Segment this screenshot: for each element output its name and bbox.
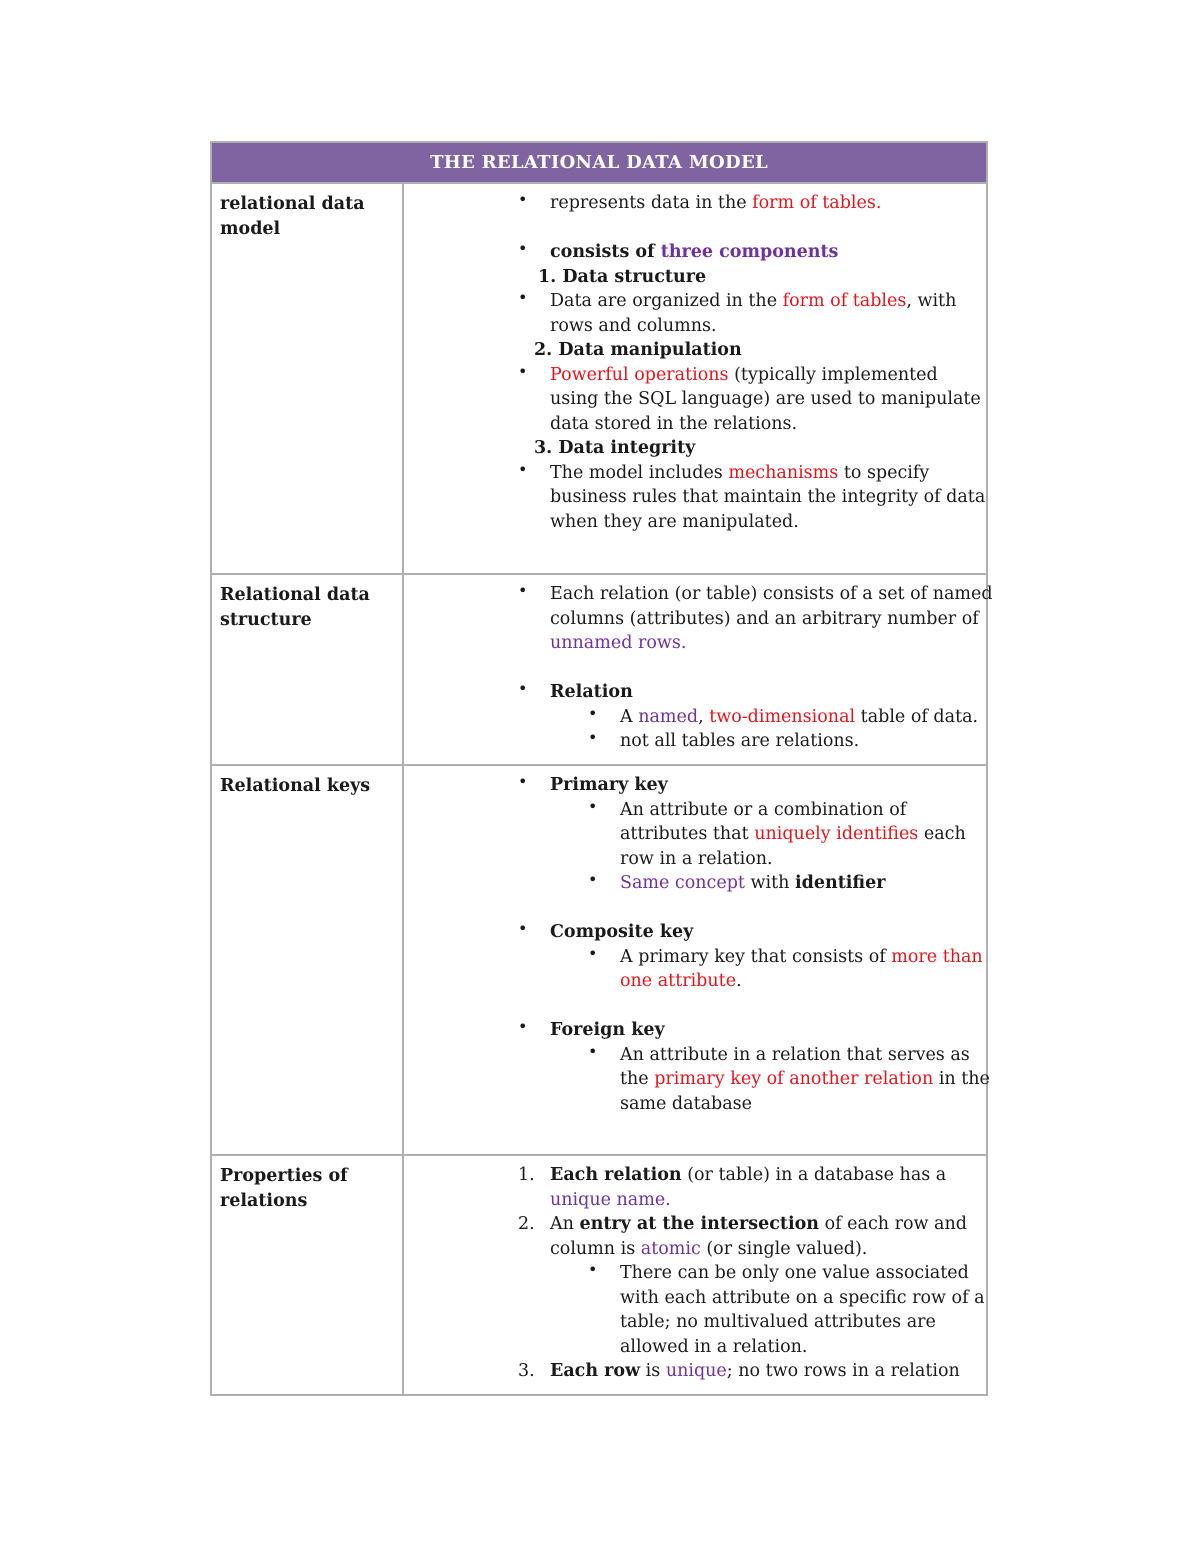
item-number: 1. <box>518 1165 535 1185</box>
bullet-item <box>404 680 980 705</box>
text: in the <box>933 1069 990 1089</box>
row-label <box>212 184 404 573</box>
text: Composite key <box>550 922 694 942</box>
text-line: columns (attributes) and an arbitrary number of <box>550 608 979 629</box>
text-line: unique name. <box>550 1189 671 1210</box>
bullet-icon: • <box>588 728 598 747</box>
highlight-red: primary key of another relation <box>654 1069 934 1089</box>
highlight-red: Powerful operations <box>550 364 729 385</box>
text-line <box>404 822 980 847</box>
text: (or table) in a database has a <box>681 1165 947 1185</box>
bullet-icon: • <box>518 239 528 258</box>
text-line <box>404 1237 980 1262</box>
text-line: table; no multivalued attributes are <box>620 1312 936 1332</box>
bullet-item <box>404 871 980 896</box>
numbered-item <box>404 1359 980 1384</box>
highlight-red: mechanisms <box>728 462 839 483</box>
row-relational-data-structure <box>210 573 993 764</box>
bullet-icon: • <box>588 943 598 963</box>
bullet-item <box>404 1043 980 1068</box>
bullet-item <box>404 1261 980 1286</box>
text: ; no two rows in a relation <box>726 1361 960 1381</box>
highlight-red: form of tables. <box>752 193 882 213</box>
text: Each relation (or table) consists of a set of named <box>550 584 993 604</box>
text-line: business rules that maintain the integrity of data <box>550 487 986 507</box>
bullet-item <box>404 920 980 945</box>
bullet-item <box>404 705 980 730</box>
text-line: data stored in the relations. <box>550 413 798 434</box>
text: There can be only one value associated <box>620 1263 969 1283</box>
text: table of data. <box>855 706 979 727</box>
row-content <box>404 1156 986 1394</box>
bullet-icon: • <box>588 1041 598 1061</box>
bullet-item <box>404 1018 980 1043</box>
bullet-icon: • <box>518 288 528 307</box>
text: , with <box>906 291 957 311</box>
bullet-item <box>404 289 980 314</box>
highlight-purple: three components <box>660 242 839 262</box>
highlight-red: one attribute <box>620 971 737 991</box>
text: with <box>744 873 795 893</box>
bullet-icon: • <box>518 361 528 381</box>
text-line <box>404 1067 990 1092</box>
bullet-icon: • <box>518 190 528 209</box>
text: Each relation <box>550 1165 682 1185</box>
item-number: 3. <box>518 1361 535 1381</box>
row-relational-data-model <box>210 182 988 573</box>
bullet-icon: • <box>588 870 598 889</box>
text: represents data in the <box>550 193 753 213</box>
text: is <box>640 1361 666 1381</box>
bullet-icon: • <box>518 919 528 938</box>
text: attributes that <box>620 824 755 844</box>
bullet-item <box>404 943 983 970</box>
text: consists of <box>550 242 661 262</box>
highlight-purple: named <box>638 706 699 727</box>
text: of each row and <box>819 1214 967 1234</box>
text: The model includes <box>550 462 729 483</box>
subheading: 1. Data structure <box>538 266 707 287</box>
row-label <box>212 766 404 1154</box>
row-label-text: relational data model <box>220 194 365 239</box>
text: (typically implemented <box>728 364 938 385</box>
text: An attribute in a relation that serves as <box>620 1044 970 1065</box>
row-properties-of-relations <box>210 1154 988 1396</box>
text: An <box>550 1214 580 1234</box>
numbered-item <box>404 1212 980 1237</box>
bullet-item <box>404 240 980 265</box>
bullet-icon: • <box>518 1017 528 1036</box>
bullet-item <box>404 191 980 216</box>
subheading: 2. Data manipulation <box>534 340 742 360</box>
row-label-text: Relational data structure <box>220 585 370 630</box>
highlight-purple: unique <box>665 1361 727 1381</box>
text-line: row in a relation. <box>620 848 773 869</box>
text-line: with each attribute on a specific row of a <box>620 1287 985 1308</box>
text: An attribute or a combination of <box>620 799 907 820</box>
row-relational-keys <box>210 764 988 1154</box>
bullet-item <box>404 773 980 798</box>
highlight-purple: Same concept <box>620 873 745 893</box>
bullet-icon: • <box>588 796 598 816</box>
bullet-item <box>404 729 980 754</box>
bullet-icon: • <box>588 1260 598 1279</box>
text-line <box>404 969 980 994</box>
text: Foreign key <box>550 1020 665 1040</box>
text-line: when they are manipulated. <box>550 511 799 532</box>
text: Primary key <box>550 775 668 795</box>
bullet-icon: • <box>518 772 528 791</box>
text: (or single valued). <box>700 1238 868 1259</box>
text: identifier <box>794 873 886 893</box>
row-content <box>404 575 993 764</box>
text-line: allowed in a relation. <box>620 1336 808 1357</box>
bullet-icon: • <box>588 703 598 723</box>
bullet-icon: • <box>518 459 528 479</box>
text-line: same database <box>620 1093 753 1114</box>
bullet-icon: • <box>518 581 528 600</box>
text-line: using the SQL language) are used to manipulate <box>550 389 981 409</box>
text: A <box>620 706 639 727</box>
text: , <box>698 706 710 727</box>
text: not all tables are relations. <box>620 731 860 751</box>
text: Each row <box>550 1361 641 1381</box>
text: . <box>736 971 742 991</box>
highlight-red: form of tables <box>782 291 907 311</box>
highlight-red: two-dimensional <box>709 706 856 727</box>
text: A primary key that consists of <box>620 946 892 967</box>
text: Data are organized in the <box>550 291 783 311</box>
row-label-text: Properties of relations <box>220 1166 348 1211</box>
row-label-text: Relational keys <box>220 776 371 796</box>
text: column is <box>550 1238 641 1259</box>
bullet-icon: • <box>518 679 528 698</box>
table-title: THE RELATIONAL DATA MODEL <box>210 141 988 182</box>
row-content <box>404 766 990 1154</box>
text: entry at the intersection <box>579 1214 820 1234</box>
text: the <box>620 1069 655 1089</box>
highlight-red: more than <box>891 946 983 967</box>
text-line: unnamed rows. <box>550 633 687 653</box>
bullet-item <box>404 461 980 486</box>
item-number: 2. <box>518 1214 535 1234</box>
text-line: rows and columns. <box>550 315 717 336</box>
highlight-red: uniquely identifies <box>754 824 919 844</box>
bullet-item <box>404 581 993 607</box>
row-label <box>212 1156 404 1394</box>
bullet-item <box>404 798 980 823</box>
row-label <box>212 575 404 764</box>
numbered-item <box>404 1163 980 1188</box>
bullet-item <box>404 363 980 388</box>
text: each <box>918 824 966 844</box>
subheading: 3. Data integrity <box>534 438 696 458</box>
text: to specify <box>838 462 930 483</box>
row-content <box>404 184 986 573</box>
text: Relation <box>550 682 633 702</box>
highlight-purple: atomic <box>640 1238 701 1259</box>
